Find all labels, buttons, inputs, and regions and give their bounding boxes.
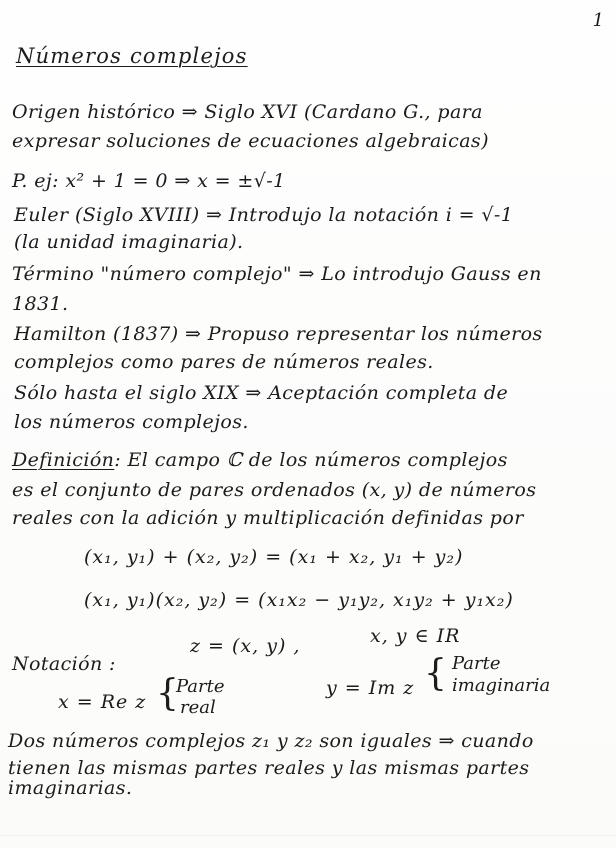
formula-multiplication: (x₁, y₁)(x₂, y₂) = (x₁x₂ − y₁y₂, x₁y₂ + y₁x₂) — [84, 589, 514, 611]
page-number: 1 — [592, 10, 604, 31]
imaginary-part-label-1: Parte — [452, 653, 501, 674]
notation-label: Notación : — [12, 653, 116, 675]
real-part-label-2: real — [180, 697, 216, 718]
text-line-nineteenth-cont: los números complejos. — [14, 411, 249, 433]
text-line-origin: Origen histórico ⇒ Siglo XVI (Cardano G., para — [12, 101, 483, 123]
imaginary-part-label-2: imaginaria — [452, 675, 551, 696]
text-line-hamilton-cont: complejos como pares de números reales. — [14, 351, 434, 373]
formula-real-membership: x, y ∈ IR — [370, 625, 461, 647]
formula-addition: (x₁, y₁) + (x₂, y₂) = (x₁ + x₂, y₁ + y₂) — [84, 546, 464, 568]
formula-z-pair: z = (x, y) , — [190, 635, 301, 657]
definition-label: Definición — [12, 449, 115, 471]
text-line-term: Término "número complejo" ⇒ Lo introdujo Gauss en — [12, 263, 542, 285]
definition-line-2: es el conjunto de pares ordenados (x, y) de números — [12, 479, 537, 501]
text-line-hamilton: Hamilton (1837) ⇒ Propuso representar los números — [14, 323, 543, 345]
text-line-euler: Euler (Siglo XVIII) ⇒ Introdujo la notación i = √-1 — [14, 204, 514, 226]
definition-text: : El campo ℂ de los números complejos — [114, 449, 508, 471]
imaginary-part-expression: y = Im z — [326, 677, 415, 699]
real-part-label-1: Parte — [176, 676, 225, 697]
equality-line-2: tienen las mismas partes reales y las mismas partes — [8, 757, 530, 779]
text-line-origin-cont: expresar soluciones de ecuaciones algebraicas) — [12, 130, 489, 152]
text-line-euler-cont: (la unidad imaginaria). — [14, 231, 244, 253]
real-part-expression: x = Re z — [58, 691, 147, 713]
definition-line — [12, 448, 508, 472]
equality-line-3: imaginarias. — [8, 777, 133, 799]
equality-line: Dos números complejos z₁ y z₂ son iguales ⇒ cuando — [8, 730, 534, 752]
scan-edge — [0, 835, 616, 836]
text-line-term-year: 1831. — [12, 293, 69, 315]
page-title: Números complejos — [16, 44, 248, 68]
text-line-nineteenth: Sólo hasta el siglo XIX ⇒ Aceptación completa de — [14, 382, 509, 404]
text-line-example: P. ej: x² + 1 = 0 ⇒ x = ±√-1 — [12, 170, 286, 192]
imaginary-part-brace: { — [424, 653, 447, 694]
real-part-brace: { — [156, 673, 179, 714]
definition-line-3: reales con la adición y multiplicación definidas por — [12, 507, 524, 529]
